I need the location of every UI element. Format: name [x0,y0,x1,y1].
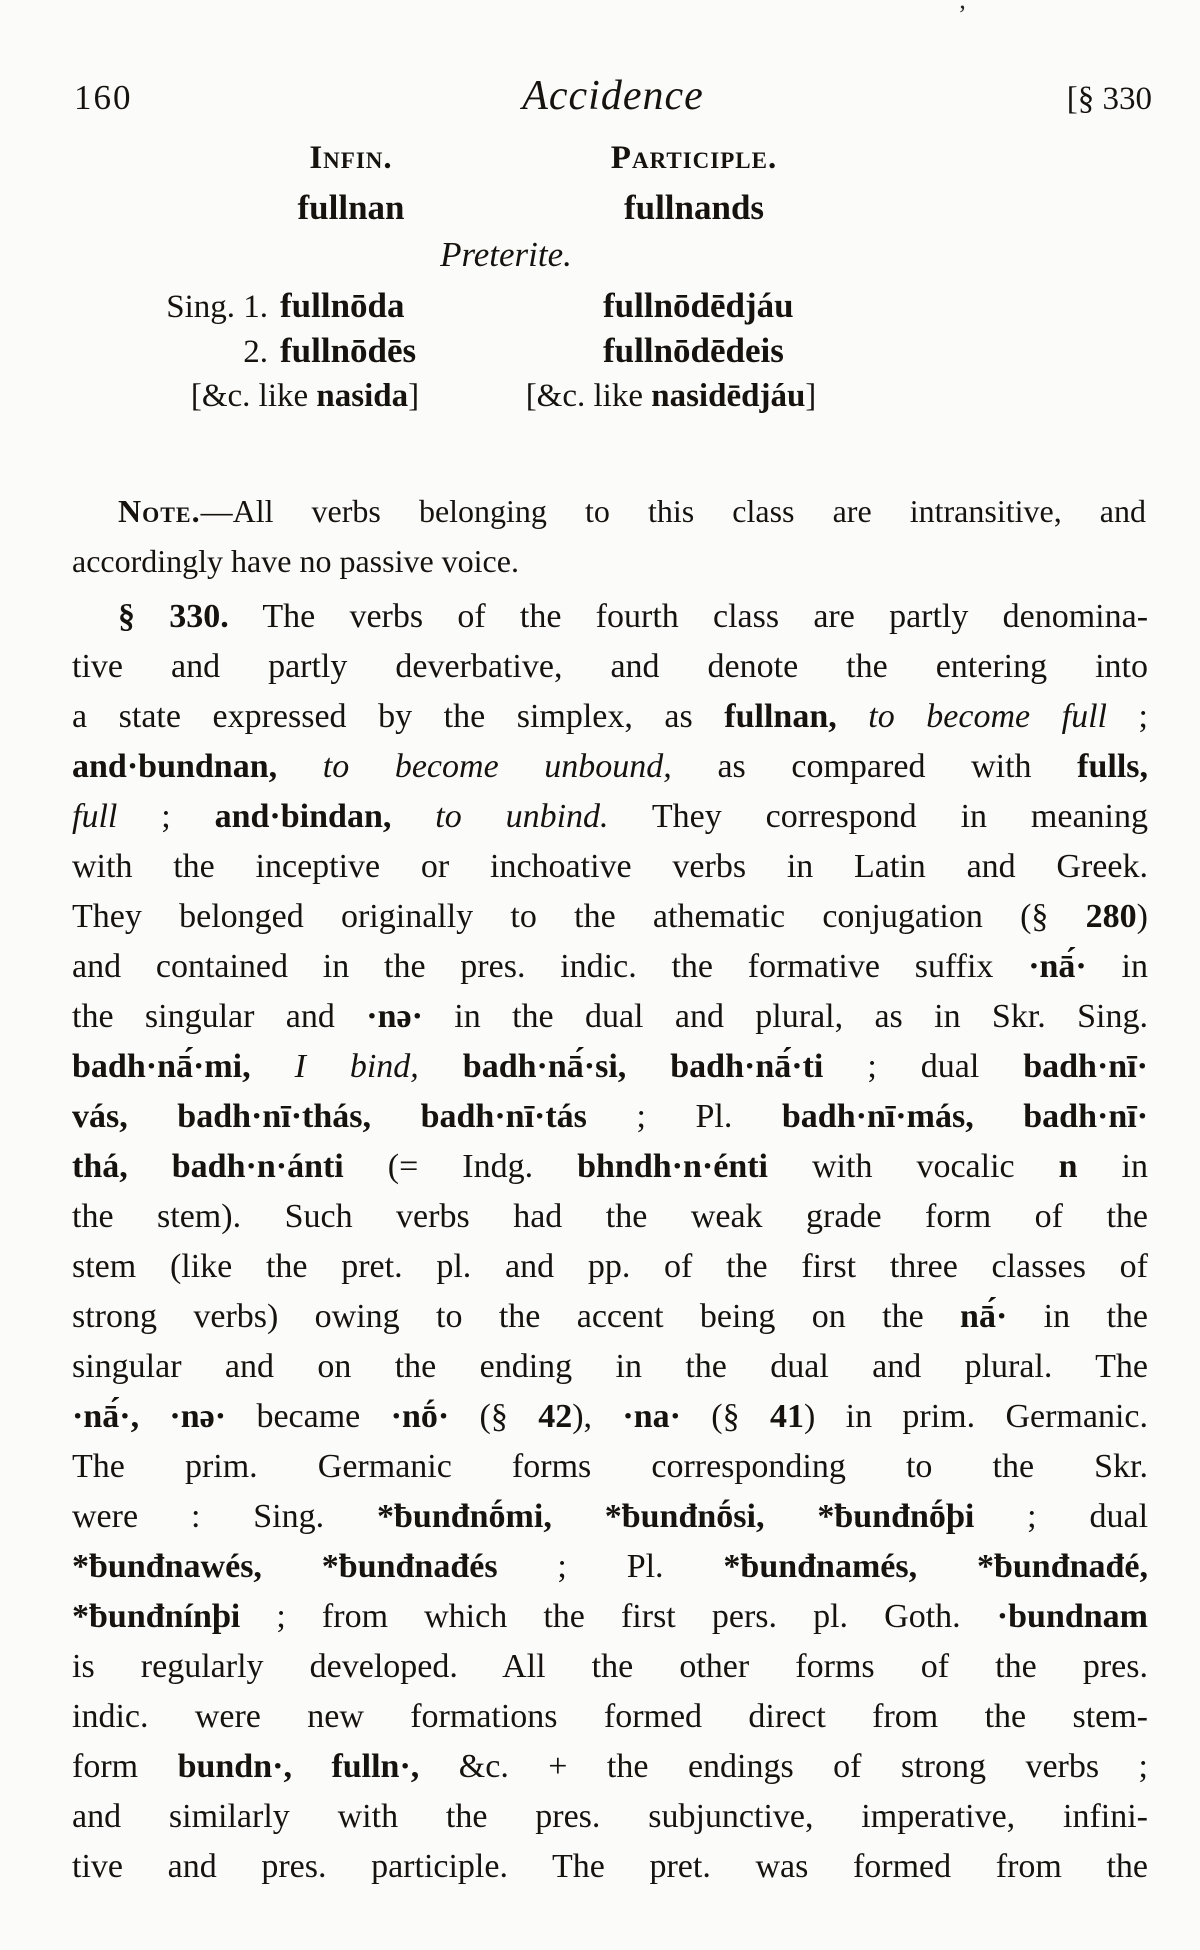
text-segment [764,1498,817,1535]
text-segment: badh·n·ánti [171,1148,344,1185]
text-segment: *ƀunđnṓmi, [377,1498,552,1535]
text-segment: The verbs of the fourth class are partly denomina- [228,598,1149,635]
text-segment: ·nṓ· [390,1398,450,1435]
text-line [72,536,1146,586]
text-segment [371,1098,421,1135]
text-segment: badh·nī· [1023,1048,1148,1085]
text-line [72,1442,1148,1492]
running-title: Accidence [522,73,704,119]
text-segment [128,1098,178,1135]
text-line [72,942,1148,992]
text-segment [974,1098,1024,1135]
text-segment: in the dual and plural, as in Skr. Sing. [422,998,1148,1035]
text-segment: (= Indg. [343,1148,578,1185]
text-line [72,1842,1148,1892]
text-segment: to unbind. [435,798,609,835]
text-line [72,1292,1148,1342]
paradigm-row-sing1 [140,284,872,329]
ink-speck: ’ [958,0,967,29]
text-segment: *ƀunđnađés [321,1548,498,1585]
text-line [72,1342,1148,1392]
text-segment: badh·nī· [1023,1098,1149,1135]
text-segment: badh·nī·más, [781,1098,974,1135]
text-segment: became [226,1398,391,1435]
text-segment: is regularly developed. All the other forms of the pres. [72,1648,1148,1685]
text-segment: to become unbound, [322,748,672,785]
text-segment: fulls, [1077,748,1149,785]
text-segment: in [1077,1148,1148,1185]
text-segment: badh·nā́·mi, [72,1048,251,1085]
text-segment: ·na· [622,1398,681,1435]
text-segment [262,1548,322,1585]
text-segment: Note. [118,493,201,529]
text-segment: *ƀunđnínþi [72,1598,241,1635]
text-segment: *ƀunđnṓsi, [604,1498,765,1535]
text-segment: in the [1007,1298,1148,1335]
text-segment: 280 [1085,898,1137,935]
text-segment: *ƀunđnawés, [72,1548,262,1585]
text-line [72,792,1148,842]
text-line [72,1092,1148,1142]
text-line [72,1392,1148,1442]
text-segment [626,1048,670,1085]
text-segment: *ƀunđnṓþi [817,1498,975,1535]
etc-reference-left [140,374,470,418]
text-segment: fulln·, [331,1748,420,1785]
text-segment: § 330. [118,598,229,635]
text-line [72,1692,1148,1742]
text-segment: ; Pl. [497,1548,724,1585]
text-segment [837,698,869,735]
section-marker: [§ 330 [1066,81,1152,117]
text-segment: (§ [449,1398,539,1435]
text-line [72,592,1148,642]
section-330-paragraph [72,592,1148,1892]
text-segment: ; dual [823,1048,1024,1085]
text-line [72,1592,1148,1642]
text-line [72,1142,1148,1192]
text-segment: badh·nī·tás [420,1098,587,1135]
text-line [72,1042,1148,1092]
text-line [72,1742,1148,1792]
text-segment: nasida [316,378,409,414]
text-line [72,1642,1148,1692]
paradigm-row-sing2 [140,329,872,374]
text-segment: ) [1136,898,1148,935]
text-segment: vás, [72,1098,128,1135]
etc-reference-right [470,374,872,418]
text-line [72,1542,1148,1592]
text-segment [292,1748,331,1785]
text-line [72,742,1148,792]
text-segment: were : Sing. [72,1498,378,1535]
row-label: Sing. 1. [166,289,268,325]
text-segment: a state expressed by the simplex, as [72,698,725,735]
text-segment: with the inceptive or inchoative verbs in Latin and Greek. [72,848,1148,885]
text-segment: tive and pres. participle. The pret. was formed from the [72,1848,1148,1885]
text-segment: bundn·, [177,1748,292,1785]
text-segment: badh·nā́·ti [670,1048,824,1085]
note-block [72,486,1146,586]
text-line [72,692,1148,742]
text-segment: fullnan, [724,698,837,735]
text-segment: badh·nā́·si, [462,1048,627,1085]
text-segment: The prim. Germanic forms corresponding to the Skr. [72,1448,1148,1485]
paradigm-forms-row [140,186,872,230]
text-segment: [&c. like [190,378,317,414]
text-segment: and similarly with the pres. subjunctive, imperative, infini- [72,1798,1148,1835]
infinitive-form: fullnan [297,188,405,227]
text-segment [391,798,435,835]
text-segment: ; [117,798,215,835]
row-label: 2. [243,334,268,370]
text-segment: ; dual [974,1498,1149,1535]
text-segment: ·nā́·, ·nə· [72,1398,227,1435]
infinitive-header: Infin. [309,140,393,176]
text-line [72,1242,1148,1292]
text-segment: nasidēdjáu [651,378,806,414]
text-segment: ) in prim. Germanic. [803,1398,1149,1435]
participle-form: fullnands [623,188,765,227]
text-segment: and·bindan, [214,798,392,835]
text-line [72,1492,1148,1542]
text-line [72,992,1148,1042]
text-segment: the singular and [72,998,367,1035]
paradigm-cell [140,284,470,329]
verb-form: fullnōdēdjáu [603,286,794,325]
text-segment [128,1148,172,1185]
paradigm-header-row [140,136,872,180]
text-line [72,1192,1148,1242]
text-line [72,642,1148,692]
text-segment: ·nā́· [1028,948,1087,985]
text-segment: as compared with [671,748,1078,785]
text-segment: nā́· [960,1298,1008,1335]
text-segment: thá, [72,1148,128,1185]
participle-header: Participle. [610,140,778,176]
text-segment: ·nə· [366,998,423,1035]
text-segment: ; Pl. [586,1098,782,1135]
text-segment: ; from which the first pers. pl. Goth. [240,1598,997,1635]
text-segment: ·bundnam [996,1598,1148,1635]
text-segment: [&c. like [525,378,652,414]
page-header [74,72,1152,120]
text-segment: to become full [868,698,1107,735]
text-segment: (§ [680,1398,770,1435]
text-segment: *ƀunđnamés, [723,1548,918,1585]
text-segment: n [1058,1148,1078,1185]
text-segment: singular and on the ending in the dual and plural. The [72,1348,1148,1385]
verb-form: fullnōdēs [280,331,417,370]
text-segment: 42 [538,1398,573,1435]
text-line [72,892,1148,942]
text-segment: —All verbs belonging to this class are intransitive, and [200,493,1146,529]
text-segment: bhndh·n·énti [577,1148,768,1185]
paradigm-cell [140,329,470,374]
preterite-heading: Preterite. [440,235,572,274]
text-segment: form [72,1748,178,1785]
text-segment: indic. were new formations formed direct from the stem- [72,1698,1148,1735]
text-segment: They correspond in meaning [608,798,1148,835]
text-line [72,842,1148,892]
text-segment: with vocalic [768,1148,1059,1185]
text-segment [251,1048,295,1085]
text-segment [552,1498,605,1535]
text-segment: ; [1107,698,1148,735]
verb-paradigm-table [140,136,872,418]
text-segment: and·bundnan, [72,748,278,785]
text-segment: stem (like the pret. pl. and pp. of the first three classes of [72,1248,1148,1285]
text-segment: in [1086,948,1148,985]
paradigm-etc-row [140,374,872,418]
verb-form: fullnōda [280,286,405,325]
text-segment: 41 [769,1398,804,1435]
verb-form: fullnōdēdeis [603,331,784,370]
text-segment: *ƀunđnađé, [976,1548,1149,1585]
text-segment [419,1048,463,1085]
text-segment: and contained in the pres. indic. the formative suffix [72,948,1029,985]
text-segment: badh·nī·thás, [177,1098,372,1135]
text-segment: accordingly have no passive voice. [72,543,519,579]
text-line [72,1792,1148,1842]
text-segment: ] [805,378,817,414]
text-line [72,486,1146,536]
page-number: 160 [74,78,133,117]
text-segment: full [72,798,118,835]
text-segment: the stem). Such verbs had the weak grade form of the [72,1198,1148,1235]
text-segment: tive and partly deverbative, and denote the entering into [72,648,1148,685]
text-segment: I bind, [294,1048,419,1085]
text-segment [917,1548,977,1585]
text-segment: They belonged originally to the athematic conjugation (§ [72,898,1086,935]
text-segment: ] [408,378,420,414]
text-segment [277,748,323,785]
text-segment: ), [572,1398,623,1435]
text-segment: strong verbs) owing to the accent being on the [72,1298,961,1335]
text-segment: &c. + the endings of strong verbs ; [419,1748,1149,1785]
